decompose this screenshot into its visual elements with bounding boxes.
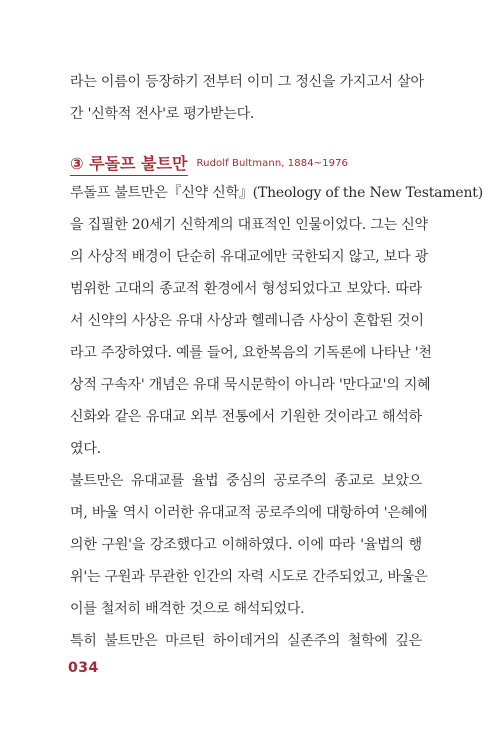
page-number: 034 — [68, 660, 99, 676]
body-line: 위'는 구원과 무관한 인간의 자력 시도로 간주되었고, 바울은 — [70, 569, 428, 585]
section-title: ③ 루돌프 불트만 — [70, 154, 188, 173]
body-line: 불트만은 유대교를 율법 중심의 공로주의 종교로 보았으 — [70, 473, 422, 489]
section-heading — [70, 153, 430, 175]
body-line: 의 사상적 배경이 단순히 유대교에만 국한되지 않고, 보다 광 — [70, 249, 429, 265]
body-line: 신화와 같은 유대교 외부 전통에서 기원한 것이라고 해석하 — [70, 409, 422, 425]
intro-line-2: 간 '신학적 전사'로 평가받는다. — [70, 106, 255, 122]
body-line: 의한 구원'을 강조했다고 이해하였다. 이에 따라 '율법의 행 — [70, 537, 422, 553]
body-line: 였다. — [70, 441, 101, 457]
body-line: 이를 철저히 배격한 것으로 해석되었다. — [70, 601, 305, 617]
body-line: 라고 주장하였다. 예를 들어, 요한복음의 기독론에 나타난 '천 — [70, 345, 432, 361]
section-subtitle: Rudolf Bultmann, 1884~1976 — [196, 158, 348, 169]
section-title-underline — [70, 175, 188, 176]
body-line: 며, 바울 역시 이러한 유대교적 공로주의에 대항하여 '은혜에 — [70, 505, 428, 521]
intro-paragraph — [70, 72, 422, 136]
body-line: 루돌프 불트만은『신약 신학』(Theology of the New Testament) — [70, 185, 483, 201]
body-line: 서 신약의 사상은 유대 사상과 헬레니즘 사상이 혼합된 것이 — [70, 313, 424, 329]
body-text — [70, 183, 483, 663]
body-line: 범위한 고대의 종교적 환경에서 형성되었다고 보았다. 따라 — [70, 281, 422, 297]
body-line: 상적 구속자' 개념은 유대 묵시문학이 아니라 '만다교'의 지혜 — [70, 377, 431, 393]
body-line: 특히 불트만은 마르틴 하이데거의 실존주의 철학에 깊은 — [70, 633, 422, 649]
body-line: 을 집필한 20세기 신학계의 대표적인 인물이었다. 그는 신약 — [70, 217, 428, 233]
intro-line-1: 라는 이름이 등장하기 전부터 이미 그 정신을 가지고서 살아 — [70, 74, 424, 90]
